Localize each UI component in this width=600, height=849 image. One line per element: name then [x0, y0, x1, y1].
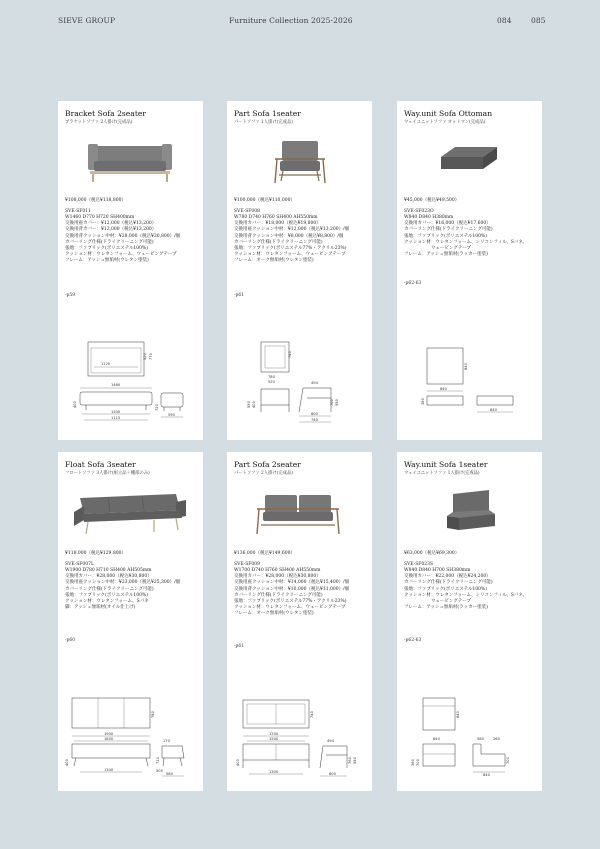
dim-label: 505	[156, 769, 163, 773]
dim-label: 580	[166, 772, 173, 776]
spec-line: フレーム：アッシュ無垢材(ラッカー塗装)	[404, 252, 488, 258]
product-card-float-sofa-3seater	[58, 452, 203, 791]
dim-label: 1300	[111, 410, 121, 414]
dim-label: 700	[506, 757, 510, 764]
sofa-photo	[227, 482, 372, 544]
spec-line: 交換用座クッション中材：¥14,000（税込¥15,400）/個	[234, 580, 350, 586]
spec-line: カバーリング仕様(ドライクリーニング可能)	[234, 592, 323, 598]
dim-label: 1900	[104, 732, 114, 736]
dim-label: 840	[464, 363, 468, 370]
dim-label: 740	[311, 418, 318, 422]
spec-list	[404, 209, 544, 258]
dim-label: 400	[252, 401, 256, 408]
spec-line: カバーリング仕様(ドライクリーニング可能)	[234, 239, 323, 245]
dim-label: 550	[335, 399, 339, 406]
spec-line: 交換用背クッション中材：¥8,000（税込¥8,800）/個	[234, 233, 344, 239]
spec-line: 交換用背カバー：¥12,000（税込¥13,200）	[65, 227, 157, 233]
spec-list	[234, 562, 374, 617]
spec-line: W1700 D740 H760 SH400 AH550mm	[234, 568, 321, 574]
product-title: Way.unit Sofa 1seater	[404, 460, 488, 469]
page-reference: -p61	[234, 293, 245, 298]
dim-label: 260	[493, 737, 500, 741]
spec-line: 交換用カバー：¥28,000（税込¥30,800）	[65, 574, 152, 580]
dim-label: 1300	[104, 768, 114, 772]
dim-label: 550	[353, 757, 357, 764]
dim-label: 600	[329, 772, 336, 776]
spec-line: SVE-SF007L	[65, 562, 95, 567]
product-subtitle: パートソファ 1人掛け(完成品)	[234, 120, 293, 125]
spec-list	[65, 209, 205, 264]
spec-line: ウェービングテープ	[404, 245, 472, 251]
spec-list	[404, 562, 544, 611]
dim-label: 1460	[111, 383, 121, 387]
spec-line: 張地：ファブリック(ポリエステル100%)	[65, 592, 149, 598]
product-title: Float Sofa 3seater	[65, 460, 136, 469]
spec-line: クッション材：ウレタンフォーム、シリコンフィル、Sバネ、	[404, 592, 528, 598]
page-reference: -p62-63	[404, 281, 422, 286]
product-card-bracket-sofa-2seater	[58, 101, 203, 440]
product-card-way-unit-1seater	[397, 452, 542, 791]
spec-line: 脚：アッシュ無垢材(オイル仕上げ)	[65, 605, 136, 611]
product-card-part-sofa-2seater	[227, 452, 372, 791]
dim-label: 780	[268, 375, 275, 379]
dim-label: 840	[490, 408, 497, 412]
product-card-way-unit-ottoman	[397, 101, 542, 440]
sofa-photo	[397, 482, 542, 544]
spec-line: フレーム：オーク無垢材(ウレタン塗装)	[234, 258, 314, 264]
spec-list	[65, 562, 205, 611]
dim-label: 1500	[269, 737, 279, 741]
spec-line: SVE-SF023O	[404, 209, 434, 214]
dim-label: 770	[149, 353, 153, 360]
spec-line: 交換用背クッション中材：¥10,000（税込¥11,000）/個	[234, 586, 350, 592]
spec-line: 交換用座クッション中材：¥23,000（税込¥25,300）/個	[65, 580, 181, 586]
spec-line: W840 D840 H700 SH380mm	[404, 568, 471, 574]
spec-line: 交換用カバー：¥18,000（税込¥19,800）	[234, 221, 321, 227]
dim-label: 840	[433, 737, 440, 741]
ottoman-photo	[397, 131, 542, 193]
dim-label: 494	[311, 381, 318, 385]
spec-line: クッション材：ウレタンフォーム、Sバネ	[65, 598, 149, 604]
spec-line: SVE-SF008	[234, 209, 261, 214]
spec-line: 交換用カバー：¥28,000（税込¥30,800）	[234, 574, 321, 580]
product-title: Part Sofa 2seater	[234, 460, 301, 469]
spec-line: クッション材：ウレタンフォーム、シリコンフィル、Sバネ、	[404, 239, 528, 245]
spec-line: クッション材：ウレタンフォーム、ウェービングテープ	[65, 252, 177, 258]
spec-line: W840 D840 H380mm	[404, 215, 454, 221]
dim-label: 580	[477, 737, 484, 741]
dim-label: 400	[65, 759, 69, 766]
product-price: ¥136,000（税込¥149,600）	[234, 551, 295, 556]
spec-line: W1460 D770 H720 SH400mm	[65, 215, 135, 221]
dimension-drawing	[397, 336, 542, 428]
product-title: Way.unit Sofa Ottoman	[404, 109, 493, 118]
spec-list	[234, 209, 374, 264]
product-price: ¥108,000（税込¥118,800）	[65, 198, 126, 203]
product-price: ¥45,000（税込¥49,500）	[404, 198, 460, 203]
dim-label: 720	[155, 404, 159, 411]
dim-label: 840	[440, 387, 447, 391]
page-reference: -p61	[234, 644, 245, 649]
spec-line: 張地：ファブリック(ポリエステル100%)	[404, 586, 488, 592]
dimension-drawing	[58, 692, 203, 784]
dim-label: 590	[168, 413, 175, 417]
dim-label: 760	[348, 757, 352, 764]
dim-label: 700	[416, 759, 420, 766]
brand-name: SIEVE GROUP	[58, 16, 116, 25]
spec-line: SVE-SF023S	[404, 562, 434, 567]
dimension-drawing	[397, 692, 542, 784]
product-subtitle: パートソファ 2人掛け(完成品)	[234, 471, 293, 476]
dim-label: 1300	[269, 770, 279, 774]
product-card-part-sofa-1seater	[227, 101, 372, 440]
spec-line: カバーリング仕様(ドライクリーニング可能)	[65, 239, 154, 245]
spec-line: フレーム：アッシュ無垢材(ウレタン塗装)	[65, 258, 149, 264]
sofa-photo	[58, 482, 203, 544]
dim-label: 400	[236, 759, 240, 766]
dim-label: 760	[330, 399, 334, 406]
dim-label: 400	[73, 401, 77, 408]
product-subtitle: ブラケットソファ 2人掛け(完成品)	[65, 120, 133, 125]
dim-label: 380	[421, 398, 425, 405]
spec-line: カバーリング仕様(ドライクリーニング可能)	[404, 580, 493, 586]
page-number-right: 085	[531, 16, 546, 25]
page-reference: -p62-63	[404, 638, 422, 643]
spec-line: カバーリング仕様(ドライクリーニング可能)	[65, 586, 154, 592]
dim-label: 1700	[269, 732, 279, 736]
spec-line: 交換用座クッション中材：¥12,000（税込¥13,200）/個	[234, 227, 350, 233]
product-subtitle: ウェイユニットソファ 1人掛け(完成品)	[404, 471, 480, 476]
dim-label: 840	[456, 711, 460, 718]
product-price: ¥118,000（税込¥129,800）	[65, 551, 126, 556]
spec-line: フレーム：アッシュ無垢材(ラッカー塗装)	[404, 605, 488, 611]
dimension-drawing	[227, 336, 372, 428]
spec-line: カバーリング仕様(ドライクリーニング可能)	[404, 227, 493, 233]
armchair-photo	[227, 131, 372, 193]
dim-label: 600	[311, 412, 318, 416]
spec-line: W1900 D780 H710 SH400 AH505mm	[65, 568, 152, 574]
spec-line: SVE-SF009	[234, 562, 261, 567]
dim-label: 840	[483, 773, 490, 777]
sofa-photo	[58, 131, 203, 193]
product-title: Part Sofa 1seater	[234, 109, 301, 118]
catalog-title: Furniture Collection 2025-2026	[229, 16, 353, 25]
spec-line: クッション材：ウレタンフォーム、ウェービングテープ	[234, 605, 346, 611]
product-subtitle: フロートソファ 3人掛け(組立品＋棚部のみ)	[65, 471, 150, 476]
page-reference: -p59	[65, 293, 76, 298]
dimension-drawing	[58, 336, 203, 428]
spec-line: 交換用座カバー：¥12,000（税込¥13,200）	[65, 221, 157, 227]
dim-label: 780	[151, 711, 155, 718]
product-title: Bracket Sofa 2seater	[65, 109, 147, 118]
spec-line: 交換用カバー：¥16,000（税込¥17,600）	[404, 221, 491, 227]
dim-label: 380	[411, 759, 415, 766]
dim-label: 520	[143, 353, 147, 360]
dimension-drawing	[227, 692, 372, 784]
product-subtitle: ウェイユニットソファ オットマン(完成品)	[404, 120, 486, 125]
dim-label: 740	[310, 711, 314, 718]
dim-label: 170	[163, 739, 170, 743]
product-price: ¥63,000（税込¥69,300）	[404, 551, 460, 556]
page-reference: -p60	[65, 638, 76, 643]
spec-line: 張地：ファブリック(ポリエステル100%)	[404, 233, 488, 239]
dim-label: 740	[288, 351, 292, 358]
spec-line: SVE-SF011	[65, 209, 92, 214]
spec-line: 張地：ファブリック(ポリエステル77%・アクリル23%)	[234, 598, 347, 604]
spec-line: ウェービングテープ	[404, 598, 472, 604]
dim-label: 1115	[111, 416, 121, 420]
dim-label: 550	[247, 401, 251, 408]
spec-line: フレーム：オーク無垢材(ウレタン塗装)	[234, 611, 314, 617]
spec-line: 交換用背クッション中材：¥28,000（税込¥30,800）/個	[65, 233, 181, 239]
dim-label: 1120	[101, 362, 111, 366]
spec-line: 交換用カバー：¥22,000（税込¥24,200）	[404, 574, 491, 580]
product-price: ¥100,000（税込¥110,000）	[234, 198, 295, 203]
spec-line: W780 D740 H760 SH400 AH550mm	[234, 215, 318, 221]
spec-line: 張地：ファブリック(ポリエステル77%・アクリル23%)	[234, 245, 347, 251]
spec-line: クッション材：ウレタンフォーム、ウェービングテープ	[234, 252, 346, 258]
dim-label: 520	[268, 380, 275, 384]
spec-line: 張地：ファブリック(ポリエステル100%)	[65, 245, 149, 251]
dim-label: 1800	[104, 737, 114, 741]
page-number-left: 084	[497, 16, 512, 25]
dim-label: 494	[327, 739, 334, 743]
dim-label: 710	[156, 757, 160, 764]
